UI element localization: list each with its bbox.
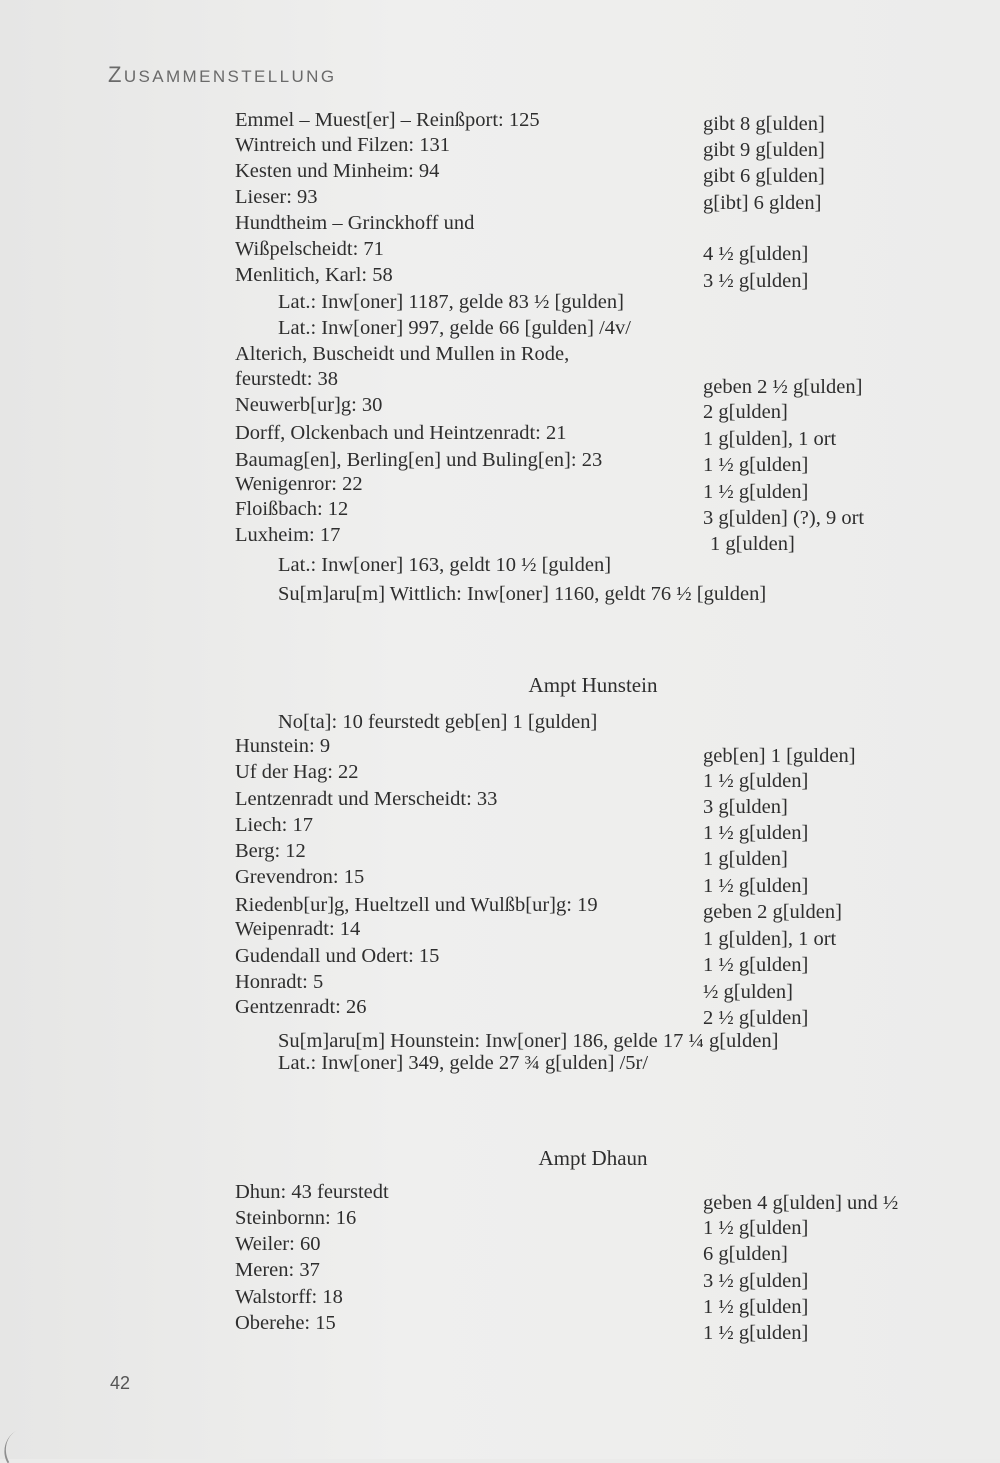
- amount-line: geb[en] 1 [gulden]: [703, 745, 856, 767]
- latin-total-line: Lat.: Inw[oner] 349, gelde 27 ¾ g[ulden] /5r/: [278, 1052, 649, 1074]
- entry-line: Liech: 17: [235, 814, 313, 836]
- entry-line: Wenigenror: 22: [235, 473, 363, 495]
- amount-line: 1 g[ulden]: [710, 533, 795, 555]
- entry-line: Gudendall und Odert: 15: [235, 945, 440, 967]
- entry-line: Wintreich und Filzen: 131: [235, 134, 450, 156]
- note-line: No[ta]: 10 feurstedt geb[en] 1 [gulden]: [278, 711, 598, 733]
- entry-line: Lieser: 93: [235, 186, 318, 208]
- entry-line: Riedenb[ur]g, Hueltzell und Wulßb[ur]g: 19: [235, 894, 598, 916]
- latin-total-line: Lat.: Inw[oner] 1187, gelde 83 ½ [gulden]: [278, 291, 624, 313]
- running-head-initial: Z: [108, 62, 124, 87]
- entry-line: Emmel – Muest[er] – Reinßport: 125: [235, 109, 540, 131]
- amount-line: 1 g[ulden], 1 ort: [703, 928, 837, 950]
- amount-line: 1 ½ g[ulden]: [703, 481, 809, 503]
- entry-line: Lentzenradt und Merscheidt: 33: [235, 788, 498, 810]
- entry-line: Walstorff: 18: [235, 1286, 343, 1308]
- amount-line: 3 g[ulden]: [703, 796, 788, 818]
- amount-line: 3 ½ g[ulden]: [703, 270, 809, 292]
- entry-line: Wißpelscheidt: 71: [235, 238, 384, 260]
- page-corner-curl: [0, 1431, 28, 1463]
- latin-total-line: Lat.: Inw[oner] 163, geldt 10 ½ [gulden]: [278, 554, 612, 576]
- page-number: 42: [110, 1373, 131, 1393]
- entry-line: Kesten und Minheim: 94: [235, 160, 440, 182]
- entry-line: Alterich, Buscheidt und Mullen in Rode,: [235, 343, 570, 365]
- sum-total-line: Su[m]aru[m] Wittlich: Inw[oner] 1160, geldt 76 ½ [gulden]: [278, 583, 767, 605]
- amount-line: 1 ½ g[ulden]: [703, 875, 809, 897]
- entry-line: Steinbornn: 16: [235, 1207, 357, 1229]
- amount-line: 1 g[ulden]: [703, 848, 788, 870]
- amount-line: 1 ½ g[ulden]: [703, 822, 809, 844]
- amount-line: 1 ½ g[ulden]: [703, 454, 809, 476]
- entry-line: Honradt: 5: [235, 971, 324, 993]
- entry-line: Hundtheim – Grinckhoff und: [235, 212, 475, 234]
- entry-line: Oberehe: 15: [235, 1312, 336, 1334]
- amount-line: gibt 8 g[ulden]: [703, 113, 825, 135]
- entry-line: Dorff, Olckenbach und Heintzenradt: 21: [235, 422, 567, 444]
- amount-line: 1 ½ g[ulden]: [703, 954, 809, 976]
- running-head: [108, 62, 336, 88]
- entry-line: Floißbach: 12: [235, 498, 349, 520]
- amount-line: 1 ½ g[ulden]: [703, 1296, 809, 1318]
- entry-line: Weiler: 60: [235, 1233, 321, 1255]
- entry-line: Grevendron: 15: [235, 866, 365, 888]
- amount-line: 1 ½ g[ulden]: [703, 1217, 809, 1239]
- amount-line: 3 ½ g[ulden]: [703, 1270, 809, 1292]
- entry-line: Baumag[en], Berling[en] und Buling[en]: 23: [235, 449, 603, 471]
- entry-line: Hunstein: 9: [235, 735, 331, 757]
- amount-line: geben 4 g[ulden] und ½: [703, 1192, 899, 1214]
- section-heading: Ampt Dhaun: [538, 1146, 648, 1170]
- entry-line: Menlitich, Karl: 58: [235, 264, 393, 286]
- entry-line: Dhun: 43 feurstedt: [235, 1181, 389, 1203]
- amount-line: geben 2 ½ g[ulden]: [703, 376, 863, 398]
- section-heading: Ampt Hunstein: [528, 673, 658, 697]
- amount-line: gibt 6 g[ulden]: [703, 165, 825, 187]
- entry-line: feurstedt: 38: [235, 368, 339, 390]
- running-head-rest: USAMMENSTELLUNG: [123, 67, 337, 86]
- entry-line: Meren: 37: [235, 1259, 320, 1281]
- amount-line: ½ g[ulden]: [703, 981, 793, 1003]
- amount-line: 3 g[ulden] (?), 9 ort: [703, 507, 865, 529]
- amount-line: 2 g[ulden]: [703, 401, 788, 423]
- amount-line: geben 2 g[ulden]: [703, 901, 842, 923]
- latin-total-line: Lat.: Inw[oner] 997, gelde 66 [gulden] /4v/: [278, 317, 631, 339]
- entry-line: Neuwerb[ur]g: 30: [235, 394, 383, 416]
- entry-line: Luxheim: 17: [235, 524, 341, 546]
- sum-total-line: Su[m]aru[m] Hounstein: Inw[oner] 186, gelde 17 ¼ g[ulden]: [278, 1030, 779, 1052]
- amount-line: 1 g[ulden], 1 ort: [703, 428, 837, 450]
- entry-line: Weipenradt: 14: [235, 918, 361, 940]
- amount-line: 4 ½ g[ulden]: [703, 243, 809, 265]
- entry-line: Berg: 12: [235, 840, 306, 862]
- entry-line: Uf der Hag: 22: [235, 761, 359, 783]
- amount-line: 6 g[ulden]: [703, 1243, 788, 1265]
- entry-line: Gentzenradt: 26: [235, 996, 367, 1018]
- amount-line: 1 ½ g[ulden]: [703, 1322, 809, 1344]
- amount-line: 2 ½ g[ulden]: [703, 1007, 809, 1029]
- amount-line: g[ibt] 6 glden]: [703, 192, 822, 214]
- amount-line: gibt 9 g[ulden]: [703, 139, 825, 161]
- amount-line: 1 ½ g[ulden]: [703, 770, 809, 792]
